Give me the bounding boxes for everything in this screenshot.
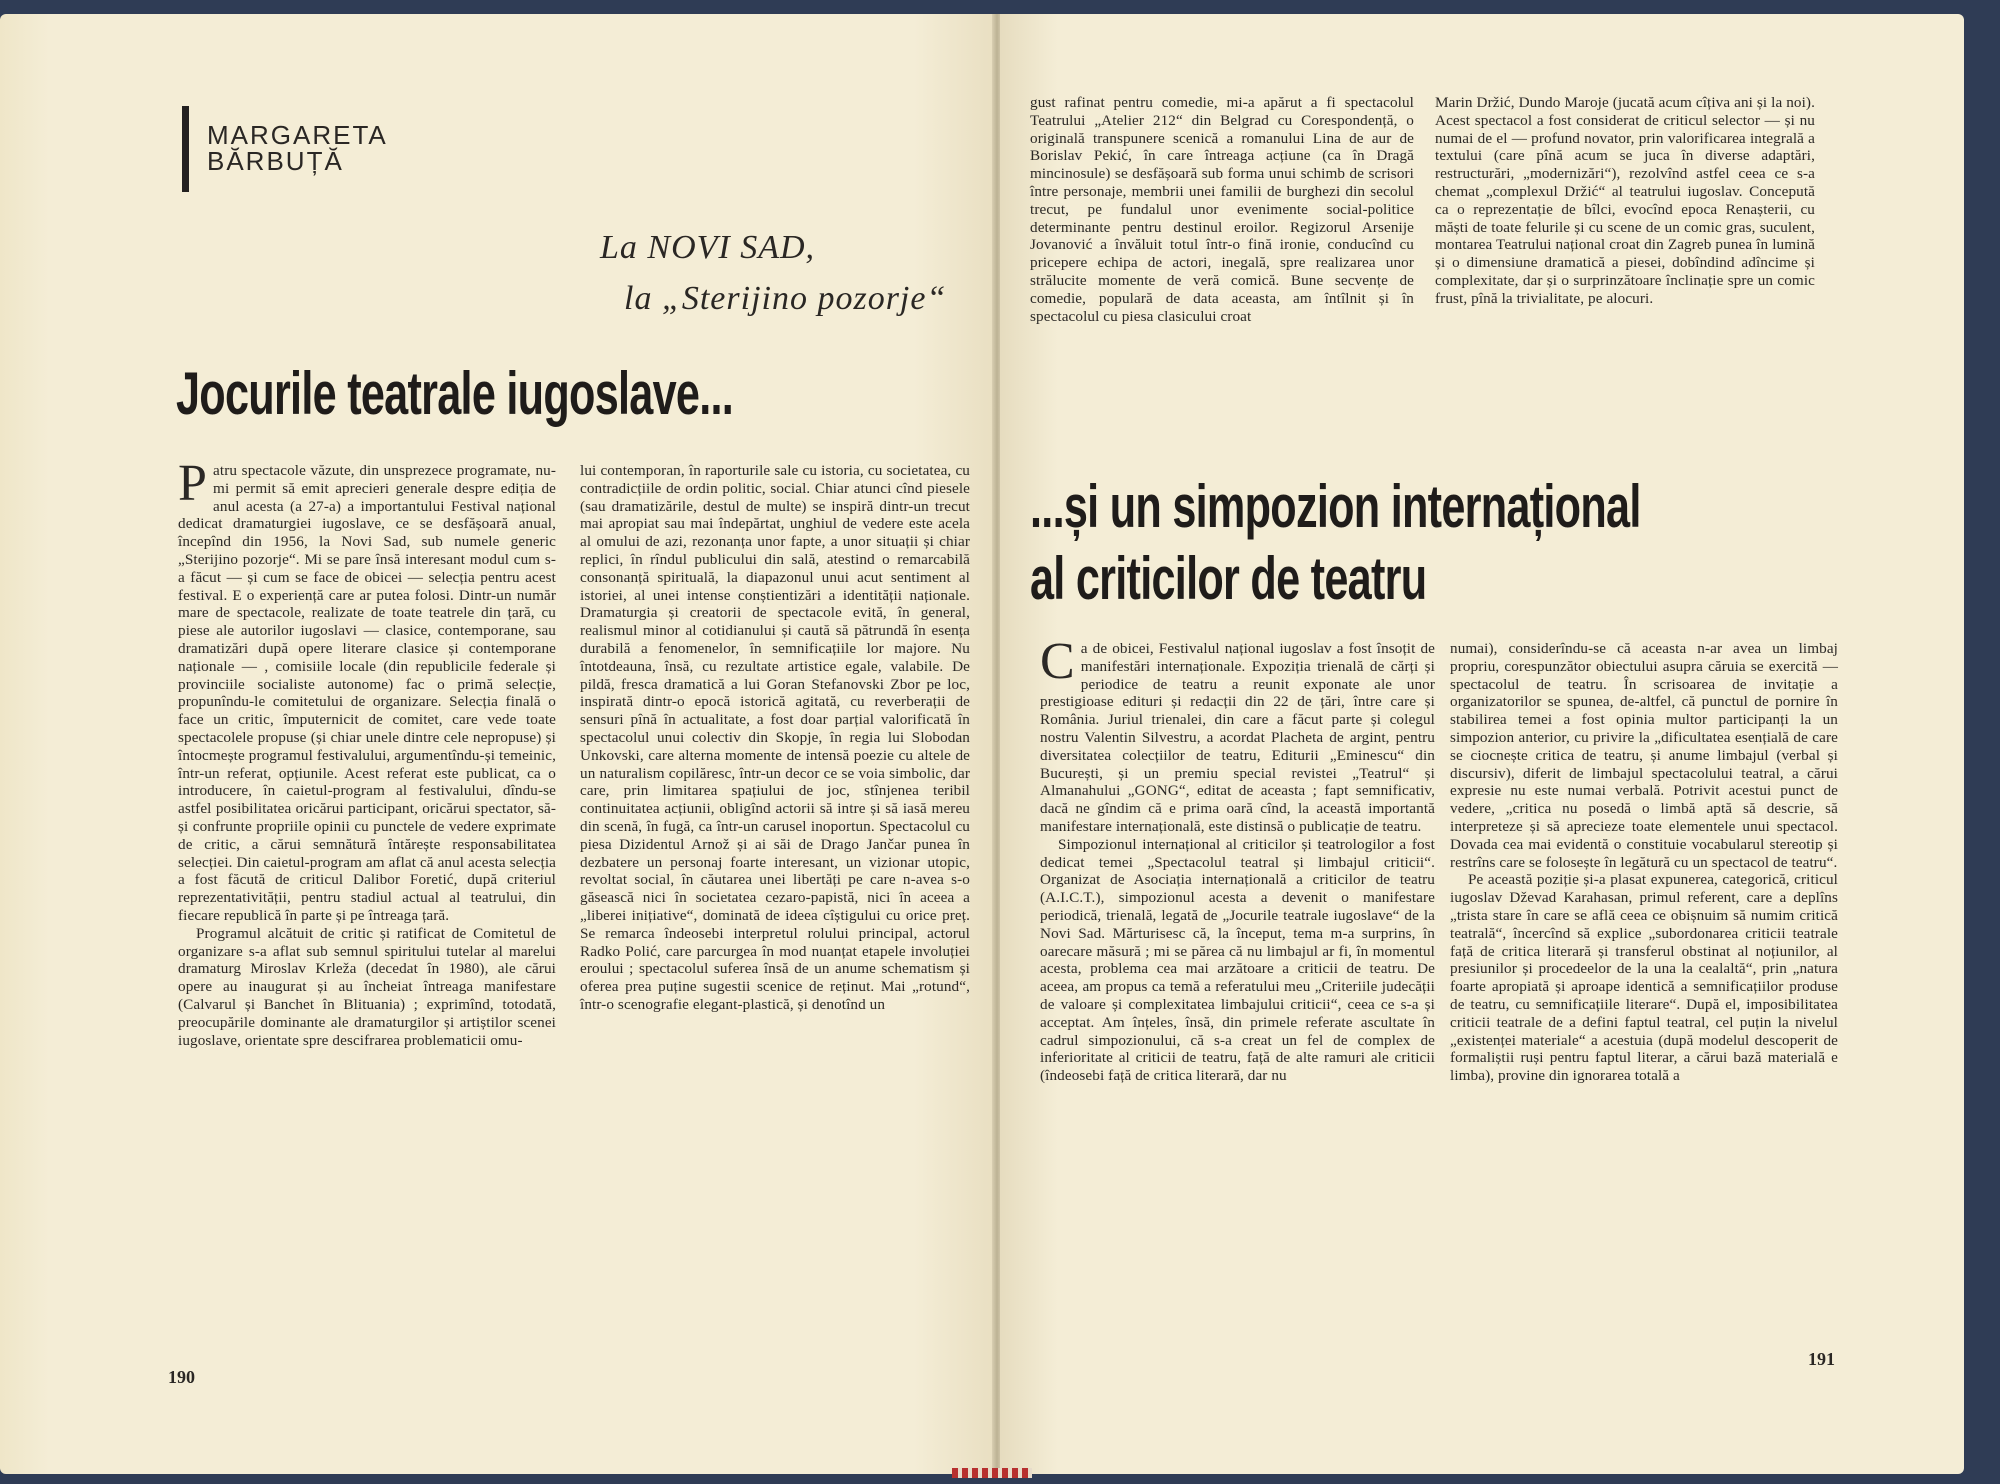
- dropcap: C: [1040, 633, 1075, 690]
- right-column-1: [1030, 94, 1414, 325]
- paragraph: Programul alcătuit de critic și ratificat de Comitetul de organizare s-a aflat sub semnul spiritului tutelar al marelui dramaturg Miroslav Krleža (decedat în 1980), ale cărui opere au inaugurat și au încheiat întreaga manifestare (Calvarul și Banchet în Blituania) ; exprimînd, totodată, preocupările dominante ale dramaturgilor și artiștilor scenei iugoslave, orientate spre descifrarea problematicii omu-: [178, 924, 556, 1049]
- left-page: [0, 14, 993, 1474]
- headline-right-line-2: al criticilor de teatru: [1030, 545, 1427, 612]
- headline-right-line-1: ...și un simpozion internațional: [1030, 473, 1641, 540]
- paragraph: Patru spectacole văzute, din unsprezece programate, nu-mi permit să emit aprecieri generale despre ediția de anul acesta (a 27-a) a importantului Festival național dedicat dramaturgiei iugoslave, ce se desfășoară anual, începînd din 1956, la Novi Sad, sub numele generic „Sterijino pozorje“. Mi se pare însă interesant modul cum s-a făcut — și cum se face de obicei — selecția pentru acest festival. E o experiență care ar putea folosi. Dintr-un număr mare de spectacole, realizate de toate teatrele din țară, cu piese ale autorilor iugoslavi — clasice, contemporane, sau dramatizări după opere literare clasice și contemporane naționale — , comisiile locale (din republicile federale și provinciile socialiste autonome) fac o primă selecție, propunîndu-le comitetului de organizare. Selecția finală o face un critic, împuternicit de comitet, care vede toate spectacolele propuse (și chiar unele dintre cele nepropuse) și întocmește programul festivalului, argumentîndu-și temeinic, într-un referat, opțiunile. Acest referat este publicat, ca o introducere, în caietul-program al festivalului, dîndu-se astfel posibilitatea oricărui participant, oricărui spectator, să-și confrunte propriile opinii cu punctele de vedere exprimate de critic, a cărui semnătură întărește responsabilitatea selecției. Din caietul-program am aflat că anul acesta selecția a fost făcută de criticul Dalibor Foretić, după criteriul reprezentativității, pentru stadiul actual al teatrului, din fiecare republică în parte și pe întreaga țară.: [178, 455, 556, 924]
- bookmark-ribbon: [952, 1468, 1032, 1478]
- paragraph: gust rafinat pentru comedie, mi-a apărut a fi spectacolul Teatrului „Atelier 212“ din Belgrad cu Corespondență, o originală transpunere scenică a romanului Lina de aur de Borislav Pekić, în care întreaga acțiune (ca în Dragă mincinosule) se desfășoară sub forma unui schimb de scrisori între personaje, membrii unei familii de burghezi din secolul trecut, pe fundalul unor evenimente social-politice determinante pentru destinul eroilor. Regizorul Arsenije Jovanović a învăluit totul într-o fină ironie, conducînd cu pricepere echipa de actori, inegală, spre realizarea unor strălucite momente de veră comică. Bune secvențe de comedie, populară de data aceasta, am întîlnit și în spectacolul cu piesa clasicului croat: [1030, 94, 1414, 325]
- author-name: [207, 122, 388, 174]
- right-column-4: [1450, 640, 1838, 1085]
- paragraph: Simpozionul internațional al criticilor și teatrologilor a fost dedicat temei „Spectacolul teatral și limbajul criticii“. Organizat de Asociația internațională a criticilor de teatru (A.I.C.T.), simpozionul acesta a devenit o manifestare periodică, trienală, legată de „Jocurile teatrale iugoslave“ de la Novi Sad. Mărturisesc că, la început, tema m-a surprins, în oarecare măsură ; mi se părea că nu limbajul ar fi, în momentul acesta, problema cea mai arzătoare a criticii de teatru. De aceea, am propus ca temă a referatului meu „Criteriile judecății de valoare și complexitatea limbajului criticii“, ceea ce s-a și acceptat. Am înțeles, însă, din primele referate ascultate în cadrul simpozionului, că s-a creat un fel de complex de inferioritate al criticii de teatru, față de alte ramuri ale criticii (îndeosebi față de critica literară, dar nu: [1040, 835, 1435, 1085]
- right-column-3: [1040, 633, 1435, 1085]
- paragraph: Ca de obicei, Festivalul național iugoslav a fost însoțit de manifestări internaționale. Expoziția trienală de cărți și periodice de teatru a reunit exponate ale unor prestigioase edituri și redacții din 22 de țări, între care și România. Juriul trienalei, din care a făcut parte și colegul nostru Valentin Silvestru, a acordat Placheta de argint, pentru diversitatea colecțiilor de teatru, Editurii „Eminescu“ din București, și un premiu special revistei „Teatrul“ și Almanahului „GONG“, editat de aceasta ; fapt semnificativ, dacă ne gîndim că e prima oară cînd, la această importantă manifestare internațională, este distinsă o publicație de teatru.: [1040, 633, 1435, 835]
- author-bar: [182, 106, 189, 192]
- paragraph: numai), considerîndu-se că aceasta n-ar avea un limbaj propriu, corespunzător obiectului asupra căruia se exercită — spectacolul de teatru. În scrisoarea de invitație a organizatorilor se spunea, de-altfel, că punctul de pornire în stabilirea temei a fost opinia multor participanți la un simpozion anterior, cu privire la „dificultatea esențială de care se ciocnește critica de teatru, și anume limbajul (verbal și discursiv), diferit de limbajul spectacolului teatral, a cărui expresie nu este numai verbală. Potrivit acestui punct de vedere, „critica nu posedă o limbă aptă să descrie, să interpreteze și să aprecieze toate elementele unui spectacol. Dovada cea mai evidentă o constituie vocabularul stereotip și restrîns care se folosește în legătură cu un spectacol de teatru“.: [1450, 640, 1838, 871]
- left-column-2: [580, 462, 970, 1014]
- kicker-line-1: La NOVI SAD,: [600, 229, 816, 266]
- paragraph: Pe această poziție și-a plasat expunerea, categorică, criticul iugoslav Dževad Karahasan, primul referent, care a deplîns „trista stare în care se află ceea ce obișnuim să numim critică teatrală“, încercînd să explice „subordonarea criticii teatrale față de critica literară și transferul obstinat al noțiunilor, al presiunilor și procedeelor de la una la cealaltă“, prin „natura foarte apropiată și aproape identică a semnificațiilor produse de teatru, cu semnificațiile literare“. După el, imposibilitatea criticii teatrale de a defini faptul teatral, cel puțin la nivelul „existenței materiale“ a acestuia (după modelul descoperit de formaliștii ruși pentru faptul literar, a cărui bază materială e limba), provine din ignorarea totală a: [1450, 871, 1838, 1085]
- author-first-name: MARGARETA: [207, 120, 388, 150]
- left-column-1: [178, 455, 556, 1049]
- author-last-name: BĂRBUȚĂ: [207, 146, 344, 176]
- headline-left: Jocurile teatrale iugoslave...: [176, 360, 734, 427]
- paragraph: Marin Držić, Dundo Maroje (jucată acum cîțiva ani și la noi). Acest spectacol a fost considerat de criticul selector — și nu numai de el — profund novator, prin valorificarea integrală a textului (care pînă acum se juca în diverse adaptări, restructurări, „modernizări“), rezolvînd astfel ceea ce s-a chemat „complexul Držić“ al teatrului iugoslav. Concepută ca o reprezentație de bîlci, evocînd epoca Renașterii, cu măști de toate felurile și cu scene de un comic gras, suculent, montarea Teatrului național croat din Zagreb punea în lumină și o dimensiune dramatică a piesei, dobîndind adîncime și complexitate, dar și o surprinzătoare înclinație spre un comic frust, pînă la trivialitate, pe alocuri.: [1435, 94, 1815, 307]
- page-number-right: 191: [1808, 1349, 1835, 1369]
- page-number-left: 190: [168, 1367, 195, 1387]
- dropcap: P: [178, 455, 208, 512]
- right-column-2: [1435, 94, 1815, 308]
- kicker-line-2: la „Sterijino pozorje“: [624, 280, 947, 317]
- right-page: [1000, 14, 1964, 1474]
- paragraph: lui contemporan, în raporturile sale cu istoria, cu societatea, cu contradicțiile de ordin politic, social. Chiar atunci cînd piesele (sau dramatizările, destul de multe) se inspiră dintr-un trecut mai apropiat sau mai îndepărtat, unghiul de vedere este acela al omului de azi, rezonanța unor fapte, a unor situații și chiar replici, în rîndul publicului din sală, atestind o remarcabilă consonanță spirituală, la diapazonul unui acut sentiment al istoriei, al unei intense conștientizări a identității naționale. Dramaturgia și creatorii de spectacole evită, în general, realismul minor al cotidianului și caută să pătrundă în esența durabilă a fenomenelor, în semnificațiile lor majore. Nu întotdeauna, însă, cu rezultate artistice egale, valabile. De pildă, fresca dramatică a lui Goran Stefanovski Zbor pe loc, inspirată dintr-o epocă istorică agitată, cu reverberații de sensuri pînă în actualitate, a fost doar parțial valorificată în spectacolul unui colectiv din Skopje, în regia lui Slobodan Unkovski, care alterna momente de intensă poezie cu altele de un naturalism copilăresc, într-un decor ce se voia simbolic, dar care, prin limitarea spațiului de joc, stînjenea teribil continuitatea acțiunii, obligînd actorii să intre și să iasă mereu din scenă, în fugă, ca într-un carusel inoportun. Spectacolul cu piesa Dizidentul Arnož și ai săi de Drago Jančar punea în dezbatere un personaj foarte interesant, un vizionar utopic, revoltat social, în căutarea unei libertăți pe care n-avea s-o găsească nici în societatea cezaro-papistă, nici în aceea a „liberei inițiative“, dominată de ideea cîștigului cu orice preț. Se remarca îndeosebi interpretul rolului principal, actorul Radko Polić, care parcurgea în mod nuanțat etapele involuției eroului ; spectacolul suferea însă de un anume schematism și oferea prea puține sugestii scenice de reținut. Mai „rotund“, într-o scenografie elegant-plastică, și denotînd un: [580, 462, 970, 1013]
